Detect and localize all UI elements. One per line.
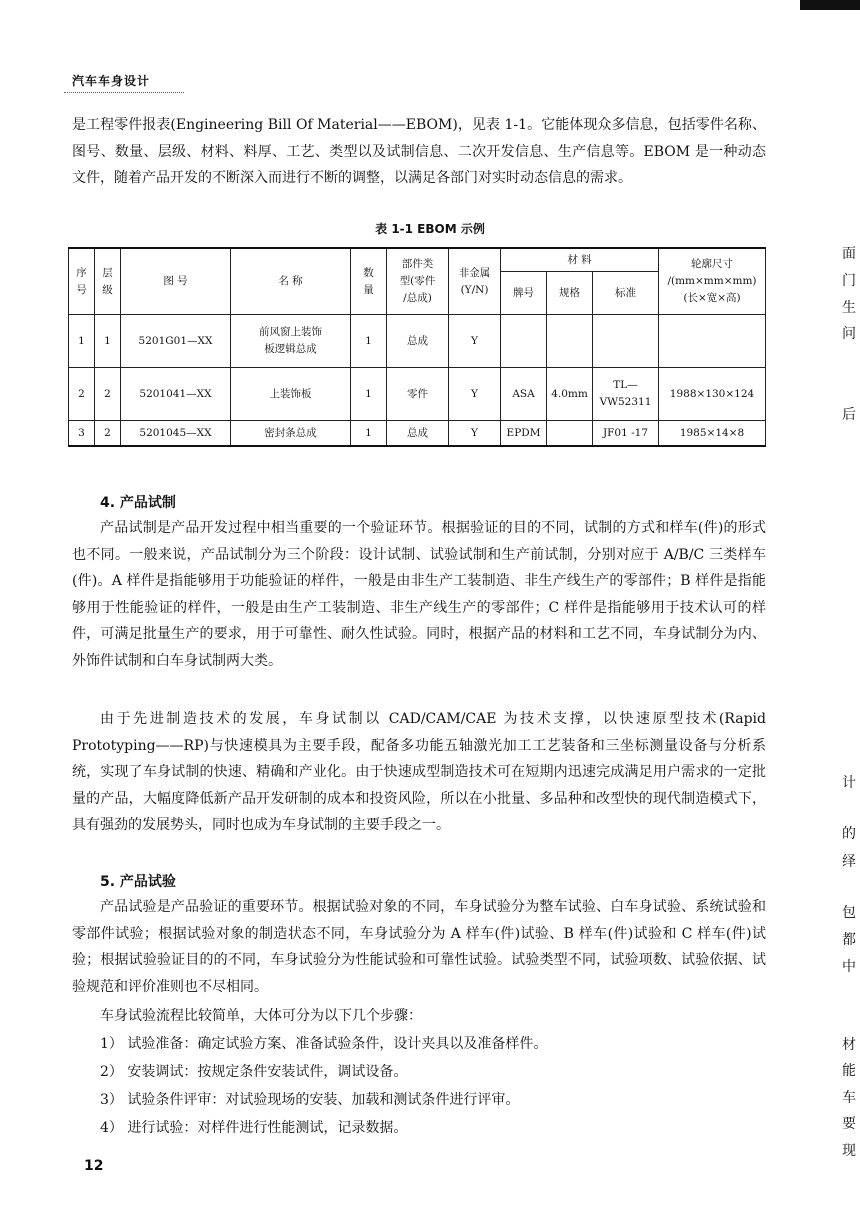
header-rule xyxy=(64,92,184,93)
cell-nonmetal: Y xyxy=(449,368,501,421)
cell-name: 上装饰板 xyxy=(231,368,351,421)
test-step-3: 3） 试验条件评审：对试验现场的安装、加载和测试条件进行评审。 xyxy=(100,1092,520,1108)
cell-level: 2 xyxy=(95,421,121,447)
intro-paragraph: 是工程零件报表(Engineering Bill Of Material——EBOM)，见表 1-1。它能体现众多信息，包括零件名称、图号、数量、层级、材料、料厚、工艺、类型以及试制信息、二次开发信息、生产信息等。EBOM 是一种动态文件，随着产品开发的不断深入而进行不断的调整，以满足各部门对实时动态信息的需求。 xyxy=(72,117,766,186)
margin-fragment: 要 xyxy=(842,1116,856,1132)
cell-name: 前风窗上装饰 板逻辑总成 xyxy=(231,315,351,368)
margin-fragment: 问 xyxy=(842,326,856,342)
table-row xyxy=(69,368,766,421)
margin-fragment: 面 xyxy=(842,246,856,262)
running-header: 汽车车身设计 xyxy=(72,74,151,88)
cell-part-type: 总成 xyxy=(387,421,449,447)
cell-drawing-no: 5201045—XX xyxy=(121,421,231,447)
trial-production-paragraph-2: 由于先进制造技术的发展，车身试制以 CAD/CAM/CAE 为技术支撑，以快速原型技术(Rapid Prototyping——RP)与快速模具为主要手段，配备多功能五轴激光加工工艺装备和三坐标测量设备与分析系统，实现了车身试制的快速、精确和产业化。由于快速成型制造技术可在短期内迅速完成满足用户需求的一定批量的产品，大幅度降低新产品开发研制的成本和投资风险，所以在小批量、多品种和改型快的现代制造模式下，具有强劲的发展势头，同时也成为车身试制的主要手段之一。 xyxy=(72,711,766,833)
cell-std: JF01 -17 xyxy=(593,421,659,447)
header-drawing-no: 图 号 xyxy=(121,248,231,315)
header-part-type: 部件类 型(零件 /总成) xyxy=(387,248,449,315)
header-material-grade: 牌号 xyxy=(501,272,547,315)
cell-drawing-no: 5201G01—XX xyxy=(121,315,231,368)
cell-dims: 1985×14×8 xyxy=(659,421,766,447)
cell-spec xyxy=(547,421,593,447)
cell-std xyxy=(593,315,659,368)
header-material-group: 材 料 xyxy=(501,248,659,272)
margin-fragment: 都 xyxy=(842,932,856,948)
testing-paragraph-1: 产品试验是产品验证的重要环节。根据试验对象的不同，车身试验分为整车试验、白车身试验、系统试验和零部件试验；根据试验对象的制造状态不同，车身试验分为 A 样车(件)试验、B 样车(件)试验和 C 样车(件)试验；根据试验验证目的的不同，车身试验分为性能试验和可靠性试验。试验类型不同，试验项数、试验依据、试验规范和评价准则也不尽相同。 xyxy=(72,899,766,995)
table-caption: 表 1-1 EBOM 示例 xyxy=(375,222,485,236)
trial-production-paragraph-1: 产品试制是产品开发过程中相当重要的一个验证环节。根据验证的目的不同，试制的方式和样车(件)的形式也不同。一般来说，产品试制分为三个阶段：设计试制、试验试制和生产前试制，分别对应于 A/B/C 三类样车(件)。A 样件是指能够用于功能验证的样件，一般是由非生产工装制造、非生产线生产的零部件；B 样件是指能够用于性能验证的样件，一般是由生产工装制造、非生产线生产的零部件；C 样件是指能够用于技术认可的样件，可满足批量生产的要求，用于可靠性、耐久性试验。同时，根据产品的材料和工艺不同，车身试制分为内、外饰件试制和白车身试制两大类。 xyxy=(72,520,766,669)
margin-fragment: 包 xyxy=(842,905,856,921)
test-step-1: 1） 试验准备：确定试验方案、准备试验条件，设计夹具以及准备样件。 xyxy=(100,1036,548,1052)
cell-std: TL— VW52311 xyxy=(593,368,659,421)
header-material-std: 标准 xyxy=(593,272,659,315)
cell-part-type: 零件 xyxy=(387,368,449,421)
page-number: 12 xyxy=(84,1158,104,1174)
margin-fragment: 的 xyxy=(842,826,856,842)
cell-spec xyxy=(547,315,593,368)
cell-part-type: 总成 xyxy=(387,315,449,368)
cell-grade: EPDM xyxy=(501,421,547,447)
margin-fragment: 计 xyxy=(842,775,856,791)
cell-qty: 1 xyxy=(351,368,387,421)
margin-fragment: 绎 xyxy=(842,854,856,870)
margin-fragment: 后 xyxy=(842,407,856,423)
header-name: 名 称 xyxy=(231,248,351,315)
header-qty: 数 量 xyxy=(351,248,387,315)
cell-drawing-no: 5201041—XX xyxy=(121,368,231,421)
cell-qty: 1 xyxy=(351,421,387,447)
table-row xyxy=(69,421,766,447)
header-seq: 序 号 xyxy=(69,248,95,315)
margin-fragment: 门 xyxy=(842,273,856,289)
ebom-table xyxy=(68,247,766,447)
test-step-2: 2） 安装调试：按规定条件安装试件，调试设备。 xyxy=(100,1064,408,1080)
testing-paragraph-2: 车身试验流程比较简单，大体可分为以下几个步骤： xyxy=(100,1008,422,1024)
cell-dims xyxy=(659,315,766,368)
margin-fragment: 中 xyxy=(842,959,856,975)
cell-grade xyxy=(501,315,547,368)
cell-seq: 2 xyxy=(69,368,95,421)
test-step-4: 4） 进行试验：对样件进行性能测试，记录数据。 xyxy=(100,1120,408,1136)
cell-qty: 1 xyxy=(351,315,387,368)
section-heading-trial-production: 4. 产品试制 xyxy=(100,495,176,511)
cell-seq: 1 xyxy=(69,315,95,368)
table-row xyxy=(69,315,766,368)
header-nonmetal: 非金属 (Y/N) xyxy=(449,248,501,315)
cell-dims: 1988×130×124 xyxy=(659,368,766,421)
margin-fragment: 车 xyxy=(842,1090,856,1106)
margin-fragment: 生 xyxy=(842,300,856,316)
cell-nonmetal: Y xyxy=(449,421,501,447)
header-material-spec: 规格 xyxy=(547,272,593,315)
margin-fragment: 现 xyxy=(842,1143,856,1159)
section-heading-product-testing: 5. 产品试验 xyxy=(100,874,176,890)
scan-edge-bar xyxy=(800,0,860,10)
cell-spec: 4.0mm xyxy=(547,368,593,421)
margin-fragment: 材 xyxy=(842,1037,856,1053)
cell-nonmetal: Y xyxy=(449,315,501,368)
header-dimensions: 轮廓尺寸 /(mm×mm×mm) (长×宽×高) xyxy=(659,248,766,315)
cell-name: 密封条总成 xyxy=(231,421,351,447)
cell-level: 1 xyxy=(95,315,121,368)
margin-fragment: 能 xyxy=(842,1063,856,1079)
cell-level: 2 xyxy=(95,368,121,421)
cell-seq: 3 xyxy=(69,421,95,447)
cell-grade: ASA xyxy=(501,368,547,421)
header-level: 层 级 xyxy=(95,248,121,315)
